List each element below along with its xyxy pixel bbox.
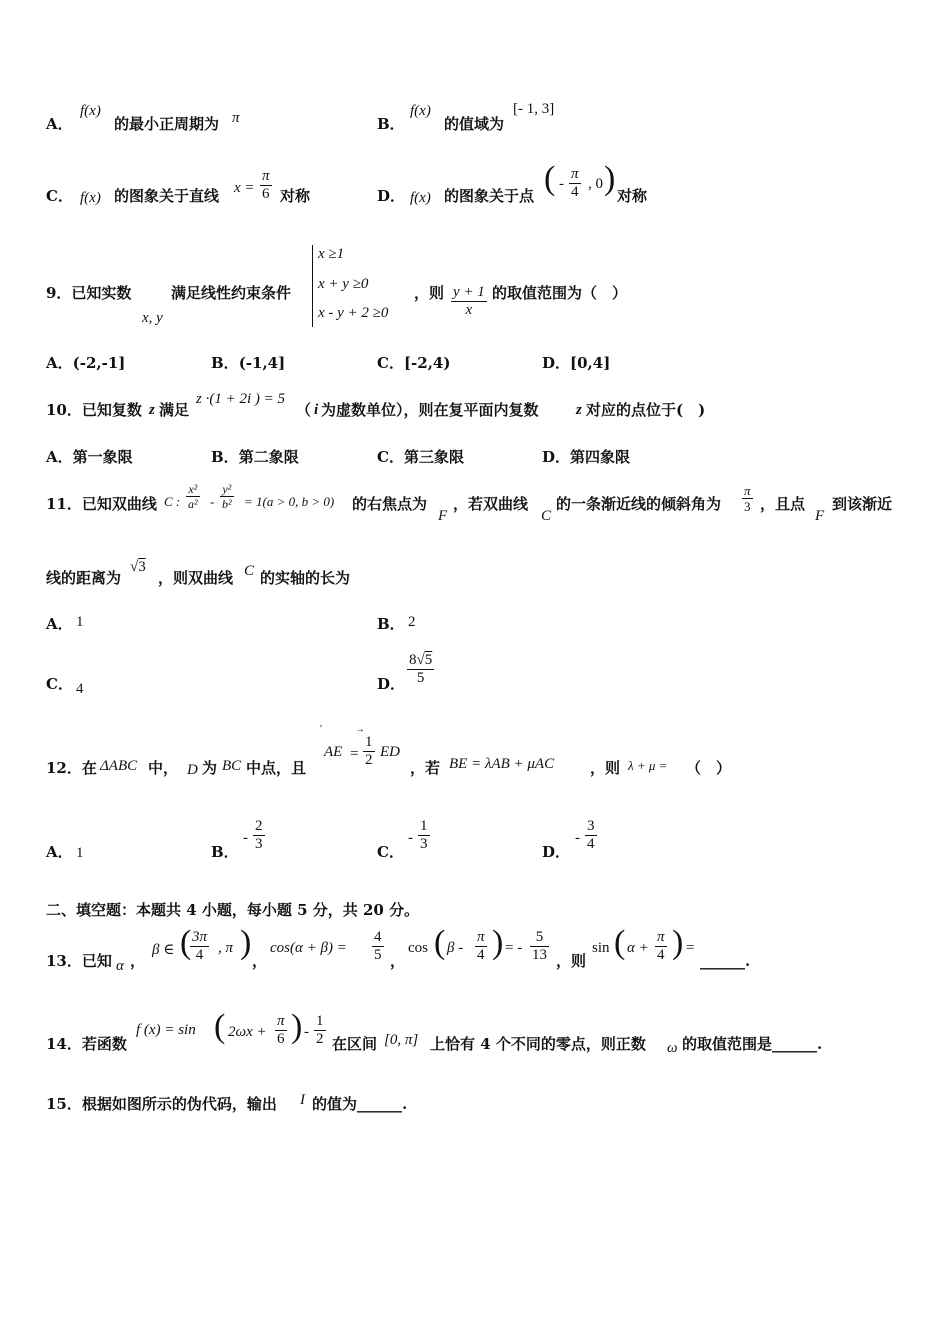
q12-option-b-sign: - [243,830,248,846]
q12-stem-1: 12．在 [46,759,97,777]
q9-frac-num: y + 1 [453,284,485,300]
q12-option-d [542,842,570,862]
q15-stem-2: 的值为______. [312,1095,408,1113]
q9-stem-2: 满足线性约束条件 [171,284,292,302]
q12-stem-6: ，则 [590,759,621,777]
q8-a-expr: f(x) [80,103,101,119]
q13-sin: sin [592,940,610,956]
q11-stem-9: 的实轴的长为 [260,569,351,587]
q13-cos2-frac [530,929,549,964]
q9-option-a-text: (-2,-1] [72,354,126,372]
q12-option-a-value: 1 [76,845,84,861]
q12-vector-arrow-ed: → [355,724,365,735]
q9-option-c-text: [-2,4) [403,354,451,372]
q11-option-d [377,674,405,694]
q12-triangle: ΔABC [100,758,138,774]
q9-constraint-1: x ≥1 [318,246,345,262]
q12-d: D [187,762,198,778]
q13-cos1: cos(α + β) = [270,940,347,956]
q10-stem-1: 10．已知复数 [46,401,142,419]
q13-cos2-lparen: ( [434,924,446,961]
q13-beta-in: β ∈ [152,942,175,958]
q12-stem-4: 中点，且 [246,759,307,777]
q13-stem-1: 13．已知 [46,952,112,970]
q11-option-a-value: 1 [76,614,84,630]
q11-option-d-den: 5 [416,670,425,686]
q10-option-c-label: C． [377,448,404,466]
q10-z-2: z [576,402,582,418]
q11-stem-6: 到该渐近 [832,495,893,513]
q12-option-c [377,842,404,862]
q12-option-b-label: B． [211,843,239,861]
q8-d-expr: f(x) [410,190,431,206]
q11-stem-7: 线的距离为 [46,569,122,587]
q12-option-b-frac [253,818,265,853]
q13-sin-rparen: ) [672,924,684,961]
q10-stem-4: 为虚数单位），则在复平面内复数 [321,401,539,419]
q13-sin-num: π [657,929,665,945]
q12-sum: λ + μ = [628,758,668,773]
q12-stem-7: （ ） [686,759,732,777]
q14-inner: 2ωx + [228,1024,267,1040]
q10-option-a [46,447,133,467]
q9-frac-den: x [465,302,473,318]
q9-option-d-text: [0,4] [570,354,611,372]
q13-cos1-num: 4 [374,929,382,945]
q11-option-b [377,614,405,634]
q13-cos2-inner-num: π [477,929,485,945]
q12-option-b-den: 3 [255,836,263,852]
q14-lparen: ( [214,1008,226,1045]
q12-ed: ED [380,744,400,760]
q11-option-d-coef: 8 [409,652,417,668]
q11-angle-frac [742,483,753,514]
q8-c-text2: 对称 [280,187,311,205]
q10-z-1: z [149,402,155,418]
q11-y-frac [220,482,234,511]
q13-int-den: 4 [195,947,204,963]
q11-stem-2: 的右焦点为 [352,495,428,513]
q10-stem-5: 对应的点位于( ) [586,401,706,419]
q8-option-a [46,114,73,134]
q12-option-d-den: 4 [587,836,595,852]
q12-option-d-sign: - [575,830,580,846]
q11-angle-num: π [744,483,751,498]
q8-option-a-label: A． [46,115,73,133]
q9-option-b-label: B． [211,354,239,372]
q14-inner-num: π [277,1013,285,1029]
q8-d-lparen: ( [544,160,556,197]
q12-option-a [46,842,73,862]
q8-c-expr: f(x) [80,190,101,206]
q14-stem-3: 上恰有 4 个不同的零点，则正数 [430,1035,646,1053]
q9-option-b [211,353,285,373]
q13-comma-3: ， [390,952,406,970]
q11-option-a-label: A． [46,615,73,633]
q13-cos2-rparen: ) [492,924,504,961]
q12-half-num: 1 [365,734,373,750]
q8-option-c-label: C． [46,187,73,205]
q12-half-frac [363,734,375,769]
q12-option-d-num: 3 [587,818,595,834]
q9-option-a-label: A． [46,354,73,372]
q10-equation: z ·(1 + 2i ) = 5 [196,391,285,407]
q9-vars: x, y [142,310,163,326]
q12-be-expr: BE = λAB + μAC [449,756,555,772]
q11-stem-5: ，且点 [760,495,806,513]
q8-option-d-label: D． [377,187,406,205]
q11-b2: b² [222,497,232,511]
q13-cos2-eq: = - [505,940,523,956]
q8-d-text2: 对称 [617,187,648,205]
q14-stem-2: 在区间 [332,1035,378,1053]
q10-option-b [211,447,299,467]
q13-cos2-inner-den: 4 [477,947,485,963]
q8-d-text1: 的图象关于点 [444,187,535,205]
q10-option-d-text: 第四象限 [570,448,631,466]
q12-option-c-frac [418,818,430,853]
q13-blank: ______. [700,952,751,970]
q9-system-brace [312,245,313,327]
q9-stem-3: ，则 [414,284,445,302]
q13-eq: = [686,940,695,956]
q11-curve: C : [164,494,181,509]
q13-cos2-inner: β - [447,940,464,956]
q11-option-b-value: 2 [408,614,416,630]
q9-option-d [542,353,610,373]
q13-stem-2: ，则 [556,952,587,970]
q15-i: I [300,1092,305,1108]
q14-fx: f (x) = sin [136,1022,196,1038]
q12-option-b [211,842,239,862]
q9-option-b-text: (-1,4] [238,354,286,372]
q14-stem-4: 的取值范围是______. [682,1035,823,1053]
q9-stem-4: 的取值范围为（ ） [492,284,628,302]
q11-option-c-value: 4 [76,681,84,697]
q11-option-a [46,614,73,634]
q13-sin-lparen: ( [614,924,626,961]
q11-x2: x² [186,482,200,497]
q11-option-d-radicand: 5 [424,652,433,668]
q13-cos1-frac [372,929,384,964]
q8-d-minus: - [559,176,564,192]
q10-option-c [377,447,464,467]
q11-stem-8: ，则双曲线 [158,569,234,587]
q10-option-b-label: B． [211,448,239,466]
q8-a-text: 的最小正周期为 [114,115,220,133]
q11-option-c [46,674,73,694]
q13-sin-den: 4 [657,947,665,963]
q13-int-lparen: ( [180,924,192,961]
q8-c-text1: 的图象关于直线 [114,187,220,205]
q12-option-c-sign: - [408,830,413,846]
q8-option-c [46,186,73,206]
q13-cos1-den: 5 [374,947,382,963]
q14-minus: - [304,1024,309,1040]
q9-option-c [377,353,450,373]
q15-stem-1: 15．根据如图所示的伪代码，输出 [46,1095,277,1113]
q8-d-rparen: ) [604,160,616,197]
q11-option-b-label: B． [377,615,405,633]
q14-half-den: 2 [316,1031,324,1047]
q12-option-c-num: 1 [420,818,428,834]
q8-d-den: 4 [571,184,579,200]
q11-stem-3: ，若双曲线 [453,495,529,513]
q13-cos2-den: 13 [532,947,547,963]
q9-fraction [451,284,487,319]
q8-b-value: [- 1, 3] [513,101,555,117]
q8-b-text: 的值域为 [444,115,505,133]
q8-d-num: π [571,166,579,182]
q10-stem-2: 满足 [159,401,190,419]
q11-condition: = 1(a > 0, b > 0) [244,494,335,509]
q13-int-rparen: ) [240,924,252,961]
q8-option-d [377,186,405,206]
q12-option-c-den: 3 [420,836,428,852]
q10-option-a-text: 第一象限 [72,448,133,466]
q10-i: i [314,402,319,418]
q14-inner-frac [275,1013,287,1048]
q13-int-num: 3π [192,929,208,945]
q13-alpha: α [116,958,124,974]
q12-stem-3: 为 [202,759,218,777]
q11-sqrt3: √3 [130,559,146,575]
q9-option-c-label: C． [377,354,404,372]
q12-option-b-num: 2 [255,818,263,834]
q11-y2: y² [220,482,234,497]
q11-stem-1: 11．已知双曲线 [46,495,157,513]
q13-cos2-inner-frac [475,929,487,964]
q10-option-d [542,447,630,467]
q8-option-b-label: B． [377,115,405,133]
q12-ae: AE [324,744,343,760]
q11-minus: - [210,494,215,509]
q10-option-b-text: 第二象限 [238,448,299,466]
q13-comma-2: ， [252,952,268,970]
q12-equals: = [350,746,359,762]
q11-a2: a² [188,497,198,511]
q12-stem-2: 中， [148,759,179,777]
q13-cos2: cos [408,940,428,956]
q14-stem-1: 14．若函数 [46,1035,127,1053]
q11-x-frac [186,482,200,511]
q12-bc: BC [222,758,242,774]
q12-option-c-label: C． [377,843,404,861]
q11-option-d-fraction [407,652,434,687]
q13-int-tail: , π [218,940,234,956]
q11-c-2: C [244,563,255,579]
q8-option-b [377,114,405,134]
q8-a-value: π [232,110,240,126]
q11-sqrt3-radicand: 3 [138,559,146,575]
q8-c-fraction [260,168,272,203]
q8-d-fraction [569,166,581,201]
q9-option-d-label: D． [542,354,571,372]
q14-inner-den: 6 [277,1031,285,1047]
q11-option-d-label: D． [377,675,406,693]
q11-option-c-label: C． [46,675,73,693]
q10-stem-3: （ [296,401,312,419]
q13-sin-frac [655,929,667,964]
q12-stem-5: ，若 [410,759,441,777]
q10-option-a-label: A． [46,448,73,466]
q14-interval: [0, π] [384,1032,419,1048]
q14-half-frac [314,1013,326,1048]
q11-f-2: F [815,508,825,524]
q8-c-den: 6 [262,186,270,202]
q9-constraint-3: x - y + 2 ≥0 [318,305,389,321]
q13-int-frac [190,929,209,964]
q14-half-num: 1 [316,1013,324,1029]
q14-omega: ω [667,1040,678,1056]
q9-constraint-2: x + y ≥0 [318,276,369,292]
q8-d-tail: , 0 [588,176,603,192]
q13-comma-1: ， [130,952,146,970]
q13-sin-inner: α + [627,940,649,956]
section-title: 二、填空题：本题共 4 小题，每小题 5 分，共 20 分。 [46,901,420,919]
q8-c-lhs: x = [234,180,255,196]
q10-option-d-label: D． [542,448,571,466]
q8-b-expr: f(x) [410,103,431,119]
q13-cos2-num: 5 [530,929,549,947]
q8-c-num: π [262,168,270,184]
q9-option-a [46,353,125,373]
q10-option-c-text: 第三象限 [403,448,464,466]
q12-option-d-frac [585,818,597,853]
q11-stem-4: 的一条渐近线的倾斜角为 [556,495,722,513]
q9-stem-1: 9．已知实数 [46,284,132,302]
q11-angle-den: 3 [744,499,751,514]
q14-rparen: ) [291,1008,303,1045]
q11-f-1: F [438,508,448,524]
q11-option-d-num: 8√5 [409,652,433,668]
q11-c-1: C [541,508,552,524]
q12-option-d-label: D． [542,843,571,861]
q12-vector-mark-ae: ′ [320,724,323,735]
q12-option-a-label: A． [46,843,73,861]
q12-half-den: 2 [365,752,373,768]
